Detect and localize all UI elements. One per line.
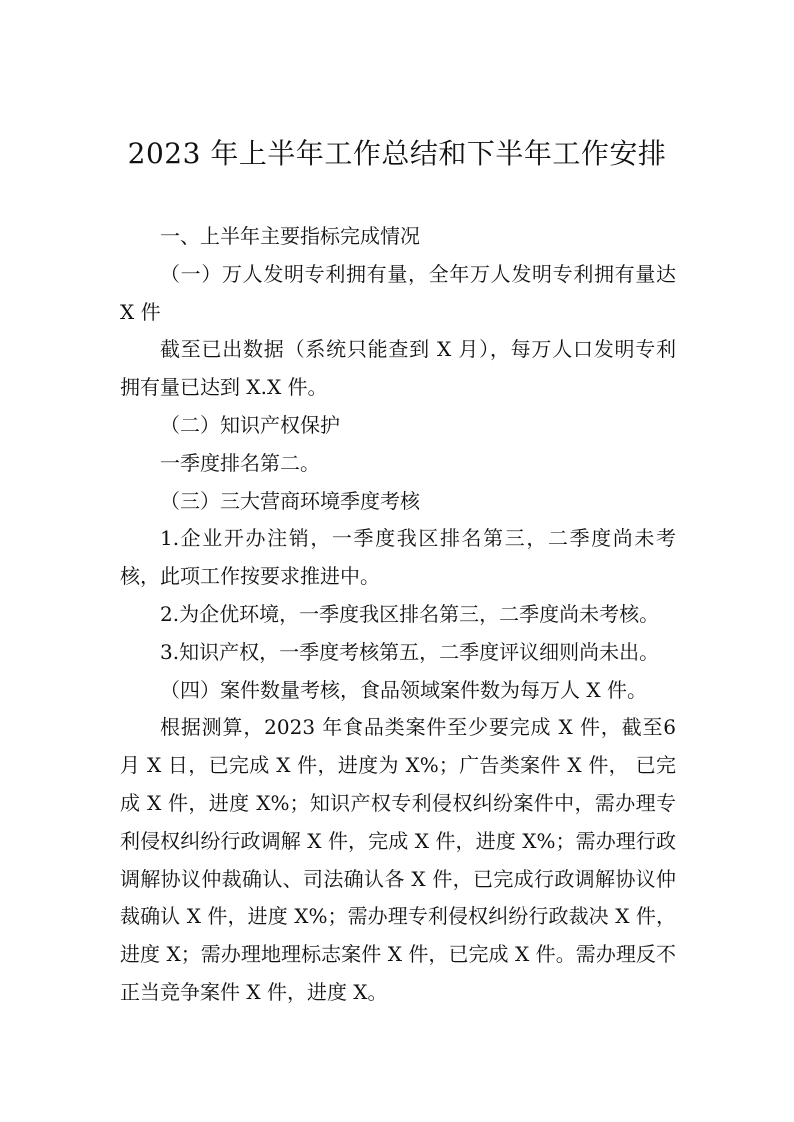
paragraph-case-details: 根据测算，2023 年食品类案件至少要完成 X 件，截至6 月 X 日，已完成 X 件，进度为 X%；广告类案件 X 件， 已完成 X 件，进度 X%；知识产权专利侵权纠纷案件中，需办理专利侵权纠纷行政调解 X 件，完成 X 件，进度 X%；需办理行政调解协议仲裁确认、司法确认各 X 件，已完成行政调解协议仲裁确认 X 件，进度 X%；需办理专利侵权纠纷行政裁决 X 件，进度 X；需办理地理标志案件 X 件，已完成 X 件。需办理反不正当竞争案件 X 件，进度 X。 bbox=[120, 715, 676, 1004]
subsection-heading-business-environment: （三）三大营商环境季度考核 bbox=[160, 488, 420, 513]
subsection-heading-patents: （一）万人发明专利拥有量，全年万人发明专利拥有量达 X 件 bbox=[120, 261, 676, 324]
list-item-1: 1.企业开办注销，一季度我区排名第三，二季度尚未考核，此项工作按要求推进中。 bbox=[120, 526, 676, 589]
subsection-heading-case-count: （四）案件数量考核，食品领域案件数为每万人 X 件。 bbox=[160, 677, 647, 702]
document-title: 2023 年上半年工作总结和下半年工作安排 bbox=[127, 137, 667, 170]
paragraph-ip-protection: 一季度排名第二。 bbox=[160, 450, 320, 475]
list-item-3: 3.知识产权，一季度考核第五，二季度评议细则尚未出。 bbox=[160, 639, 660, 664]
subsection-heading-ip-protection: （二）知识产权保护 bbox=[160, 412, 340, 437]
paragraph-patents: 截至已出数据（系统只能查到 X 月），每万人口发明专利拥有量已达到 X.X 件。 bbox=[120, 337, 676, 400]
list-item-2: 2.为企优环境，一季度我区排名第三，二季度尚未考核。 bbox=[160, 601, 660, 626]
document-body bbox=[120, 218, 676, 1012]
section-heading-1: 一、上半年主要指标完成情况 bbox=[160, 224, 420, 248]
